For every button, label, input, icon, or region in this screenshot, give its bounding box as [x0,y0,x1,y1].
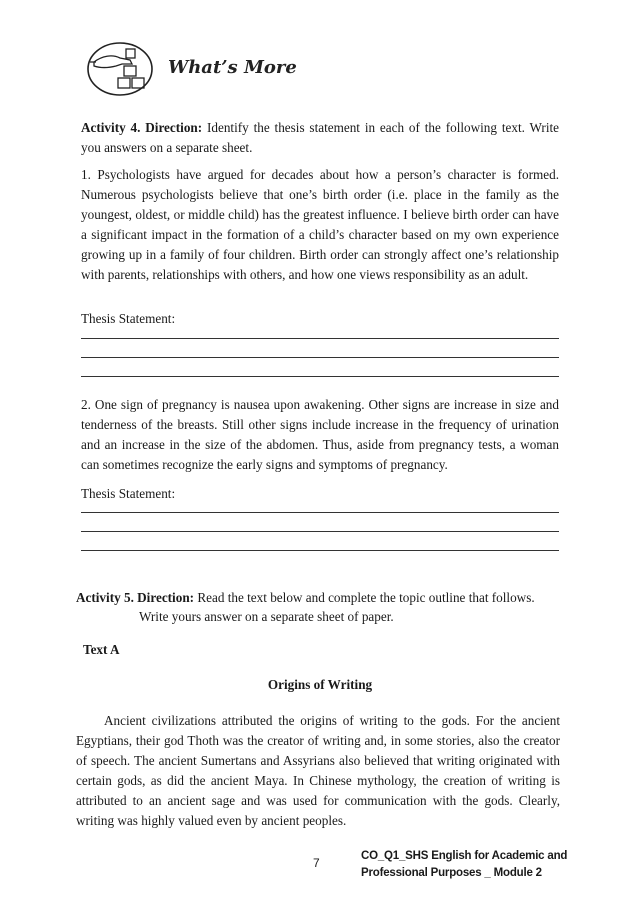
activity5-direction-text-1: Read the text below and complete the topic outline that follows. [194,590,535,605]
answer-line [81,376,559,377]
text-title [81,675,559,695]
activity4-direction-text: Identify the thesis statement in each of the following text. Write you answers on a separate sheet. [81,120,560,155]
answer-line [81,338,559,339]
activity4-item2: 2. One sign of pregnancy is nausea upon awakening. Other signs are increase in size and tenderness of the breasts. Still other signs include increase in the frequency of urination and an increase in the size of the abdomen. Thus, aside from pregnancy tests, a woman can sometimes recognize the early signs and symptoms of pregnancy. [81,397,559,472]
module-code [361,848,567,882]
text-body: Ancient civilizations attributed the origins of writing to the gods. For the ancient Egyptians, their god Thoth was the creator of writing and, in some stories, also the creator of speech. The ancient Sumertans and Assyrians also believed that writing originated with certain gods, as did the ancient Maya. In Chinese mythology, the creation of writing is attributed to an ancient sage and was used for communication with the gods. Clearly, writing was highly valued even by ancient peoples. [76,713,560,828]
text-label [83,640,561,660]
thesis-label-2: Thesis Statement: [81,486,176,501]
thesis-label-1: Thesis Statement: [81,311,176,326]
activity5-direction-line2: Write yours answer on a separate sheet of paper. [139,609,394,624]
activity4-label: Activity 4. Direction: [81,120,203,135]
section-title: What’s More [168,57,297,78]
activity5-label: Activity 5. Direction: [76,590,195,605]
hand-blocks-icon [86,40,158,98]
module-line-2: Professional Purposes _ Module 2 [361,867,542,879]
activity4-direction [81,118,559,158]
answer-line [81,512,559,513]
activity5-direction [76,588,560,608]
answer-line [81,550,559,551]
answer-line [81,357,559,358]
module-line-1: CO_Q1_SHS English for Academic and [361,850,568,862]
page-number: 7 [313,856,320,870]
answer-line [81,531,559,532]
text-label-bold: Text A [83,642,120,657]
text-title-bold: Origins of Writing [267,677,373,692]
activity4-item1: 1. Psychologists have argued for decades about how a person’s character is formed. Numerous psychologists believe that one’s birth order (i.e. place in the family as the youngest, oldest, or middle child) has the greatest influence. I believe birth order can have a significant impact in the formation of a child’s character based on my own experience growing up in a family of four children. Birth order can strongly affect one’s relationship with parents, relationships with others, and how one views responsibility as an adult. [81,167,559,282]
